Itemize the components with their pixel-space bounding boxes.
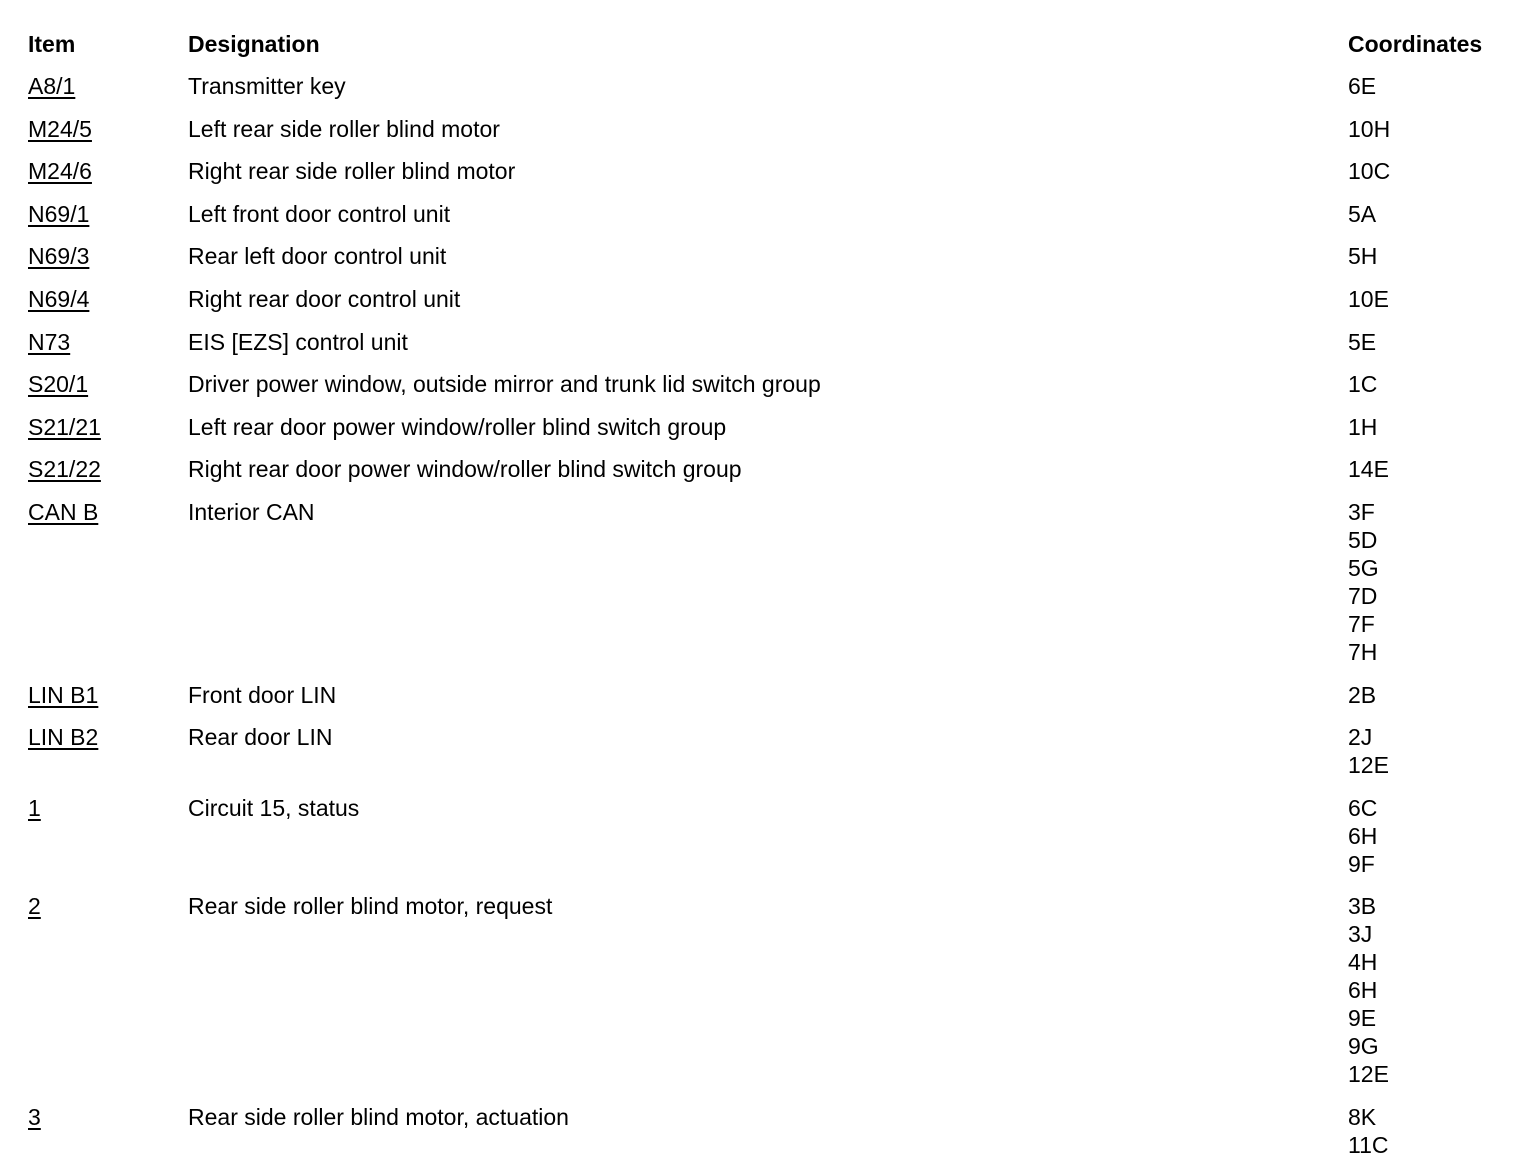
coordinate-value: 7D (1348, 582, 1378, 609)
item-cell (28, 794, 188, 822)
coordinate-value: 5D (1348, 526, 1378, 553)
item-link[interactable]: S20/1 (28, 371, 89, 398)
coordinates-cell (1348, 115, 1508, 143)
coordinate-value: 6C (1348, 794, 1378, 821)
item-cell (28, 413, 188, 441)
item-link[interactable]: LIN B2 (28, 724, 99, 751)
coordinate-value: 6E (1348, 73, 1377, 99)
coordinate-value: 2J (1348, 724, 1373, 751)
coordinate-value: 9G (1348, 1033, 1379, 1060)
coordinate-value: 3J (1348, 921, 1373, 948)
coordinate-value: 10E (1348, 285, 1389, 312)
coordinates-cell (1348, 242, 1508, 270)
coordinates-cell (1348, 157, 1508, 185)
coordinates-cell (1348, 72, 1508, 100)
coordinates-cell (1348, 455, 1508, 483)
item-link[interactable]: A8/1 (28, 73, 76, 99)
designation-cell: Right rear door power window/roller blind switch group (188, 456, 742, 483)
header-designation: Designation (188, 31, 320, 57)
coordinate-value: 14E (1348, 456, 1389, 483)
table-row (28, 413, 1508, 441)
coordinate-value: 1C (1348, 371, 1378, 398)
item-cell (28, 455, 188, 483)
item-link[interactable]: 1 (28, 794, 41, 821)
table-row (28, 370, 1508, 398)
item-link[interactable]: S21/21 (28, 413, 101, 440)
wiring-legend-table (28, 30, 1508, 1174)
table-row (28, 157, 1508, 185)
table-body (28, 72, 1508, 1159)
coordinate-value: 6H (1348, 977, 1378, 1004)
item-link[interactable]: LIN B1 (28, 681, 99, 708)
designation-cell: Rear side roller blind motor, request (188, 893, 553, 920)
item-cell (28, 157, 188, 185)
item-link[interactable]: N69/4 (28, 285, 90, 312)
coordinates-cell (1348, 200, 1508, 228)
item-cell (28, 498, 188, 526)
coordinate-value: 8K (1348, 1103, 1377, 1130)
coordinate-value: 3B (1348, 893, 1377, 920)
coordinate-value: 5H (1348, 243, 1378, 270)
designation-cell: EIS [EZS] control unit (188, 328, 408, 355)
coordinate-value: 2B (1348, 681, 1377, 708)
table-row (28, 892, 1508, 1088)
designation-cell: Left rear door power window/roller blind switch group (188, 413, 727, 440)
item-link[interactable]: N69/1 (28, 200, 90, 227)
item-link[interactable]: 2 (28, 893, 41, 920)
designation-cell: Circuit 15, status (188, 794, 360, 821)
coordinate-value: 7H (1348, 638, 1378, 665)
item-cell (28, 242, 188, 270)
item-link[interactable]: S21/22 (28, 456, 101, 483)
item-cell (28, 1103, 188, 1131)
designation-cell: Transmitter key (188, 73, 346, 99)
table-row (28, 285, 1508, 313)
coordinates-cell (1348, 498, 1508, 666)
coordinates-cell (1348, 285, 1508, 313)
header-item: Item (28, 31, 76, 57)
designation-cell: Left rear side roller blind motor (188, 115, 500, 142)
coordinate-value: 12E (1348, 1061, 1389, 1088)
designation-cell: Rear side roller blind motor, actuation (188, 1103, 569, 1130)
item-cell (28, 681, 188, 709)
table-row (28, 72, 1508, 100)
item-link[interactable]: CAN B (28, 498, 99, 525)
item-cell (28, 892, 188, 920)
coordinates-cell (1348, 328, 1508, 356)
designation-cell: Left front door control unit (188, 200, 451, 227)
designation-cell: Right rear door control unit (188, 285, 461, 312)
coordinate-value: 11C (1348, 1131, 1389, 1158)
designation-cell: Interior CAN (188, 498, 315, 525)
coordinate-value: 5A (1348, 200, 1377, 227)
table-row (28, 115, 1508, 143)
item-link[interactable]: M24/6 (28, 158, 92, 185)
table-row (28, 681, 1508, 709)
item-cell (28, 723, 188, 751)
table-header (28, 30, 1508, 58)
item-link[interactable]: M24/5 (28, 115, 92, 142)
coordinate-value: 7F (1348, 610, 1375, 637)
coordinates-cell (1348, 370, 1508, 398)
coordinates-cell (1348, 892, 1508, 1088)
item-cell (28, 200, 188, 228)
header-coordinates: Coordinates (1348, 31, 1483, 57)
coordinate-value: 6H (1348, 822, 1378, 849)
table-row (28, 723, 1508, 779)
designation-cell: Driver power window, outside mirror and trunk lid switch group (188, 371, 821, 398)
coordinate-value: 9E (1348, 1005, 1377, 1032)
designation-cell: Rear door LIN (188, 724, 333, 751)
coordinate-value: 5E (1348, 328, 1377, 355)
table-row (28, 328, 1508, 356)
coordinate-value: 5G (1348, 554, 1379, 581)
designation-cell: Right rear side roller blind motor (188, 158, 516, 185)
item-cell (28, 370, 188, 398)
designation-cell: Rear left door control unit (188, 243, 447, 270)
table-row (28, 242, 1508, 270)
coordinates-cell (1348, 723, 1508, 779)
coordinate-value: 9F (1348, 850, 1375, 877)
table-row (28, 200, 1508, 228)
coordinates-cell (1348, 413, 1508, 441)
item-link[interactable]: N69/3 (28, 243, 90, 270)
table-row (28, 1103, 1508, 1159)
coordinates-cell (1348, 1103, 1508, 1159)
coordinate-value: 1H (1348, 413, 1378, 440)
item-cell (28, 328, 188, 356)
item-cell (28, 115, 188, 143)
item-link[interactable]: 3 (28, 1103, 41, 1130)
item-cell (28, 72, 188, 100)
table-row (28, 455, 1508, 483)
designation-cell: Front door LIN (188, 681, 337, 708)
table-row (28, 794, 1508, 878)
coordinate-value: 10H (1348, 115, 1391, 142)
item-cell (28, 285, 188, 313)
coordinates-cell (1348, 681, 1508, 709)
coordinate-value: 3F (1348, 498, 1375, 525)
coordinates-cell (1348, 794, 1508, 878)
table-row (28, 498, 1508, 666)
item-link[interactable]: N73 (28, 328, 71, 355)
coordinate-value: 10C (1348, 158, 1391, 185)
coordinate-value: 12E (1348, 752, 1389, 779)
coordinate-value: 4H (1348, 949, 1378, 976)
